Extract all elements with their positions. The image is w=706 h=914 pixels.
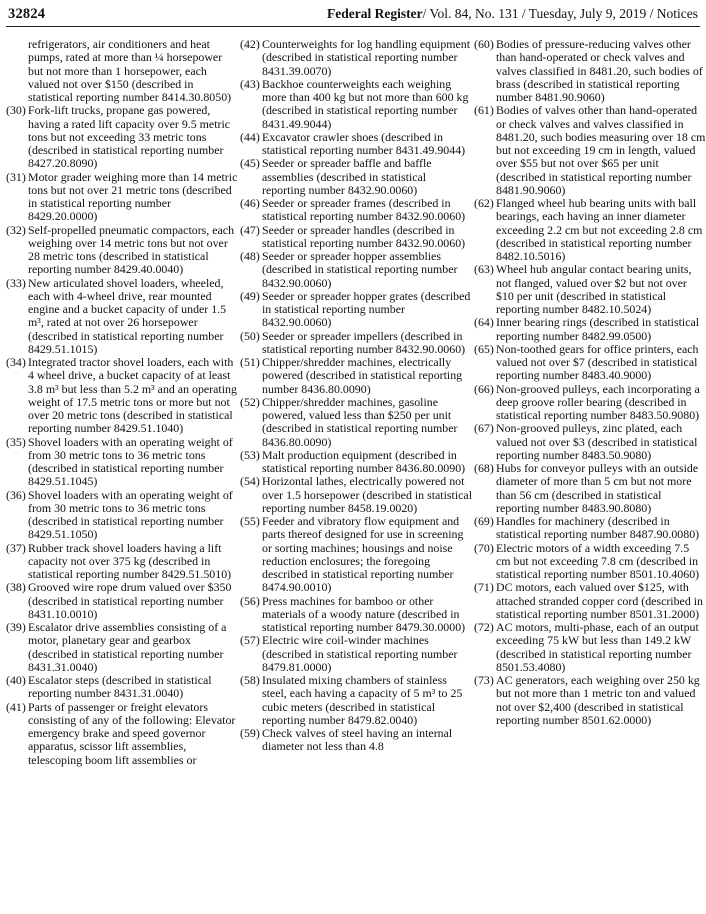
issue-details: / Vol. 84, No. 131 / Tuesday, July 9, 2019 / Notices <box>422 6 698 21</box>
list-item <box>240 396 472 449</box>
item-number: (45) <box>240 156 260 171</box>
item-text: Integrated tractor shovel loaders, each with 4 wheel drive, a bucket capacity of at least 3.8 m³ but less than 5.2 m³ and an operating weight of 17.5 metric tons or more but not over 20 metric tons (described in statistical reporting number 8429.51.1040) <box>28 355 237 436</box>
item-number: (61) <box>474 103 494 118</box>
item-number: (50) <box>240 328 260 343</box>
list-item <box>240 515 472 595</box>
item-text: Inner bearing rings (described in statistical reporting number 8482.99.0500) <box>496 315 700 343</box>
list-item <box>240 595 472 635</box>
item-number: (58) <box>240 673 260 687</box>
item-number: (52) <box>240 394 260 409</box>
item-number: (33) <box>6 275 26 290</box>
list-item <box>240 449 472 476</box>
item-number: (51) <box>240 355 260 369</box>
item-number: (73) <box>474 673 494 687</box>
list-item <box>6 489 238 542</box>
list-item <box>240 131 472 158</box>
item-text: AC generators, each weighing over 250 kg but not more than 1 metric ton and valued not over $2,400 (described in statistical reporting number 8501.62.0000) <box>496 673 700 727</box>
item-text: Chipper/shredder machines, gasoline powered, valued less than $250 per unit (described in statistical reporting number 8436.80.0090) <box>262 394 458 449</box>
item-text: Horizontal lathes, electrically powered not over 1.5 horsepower (described in statistical reporting number 8458.19.0020) <box>262 474 473 515</box>
list-item <box>6 581 238 621</box>
item-number: (59) <box>240 726 260 740</box>
list-item <box>6 224 238 277</box>
item-number: (46) <box>240 196 260 210</box>
list-item <box>6 621 238 674</box>
list-item <box>474 343 706 383</box>
item-text: Seeder or spreader impellers (described in statistical reporting number 8432.90.0060) <box>262 328 466 356</box>
list-item <box>474 581 706 621</box>
column-2 <box>240 38 472 754</box>
item-number: (70) <box>474 540 494 555</box>
list-item <box>474 383 706 423</box>
item-text: Seeder or spreader frames (described in statistical reporting number 8432.90.0060) <box>262 196 466 224</box>
item-text: Press machines for bamboo or other materials of a woody nature (described in statistical reporting number 8479.30.0000) <box>262 593 466 634</box>
item-number: (66) <box>474 381 494 396</box>
item-text: Self-propelled pneumatic compactors, each weighing over 14 metric tons but not over 28 metric tons (described in statistical reporting number 8429.40.0040) <box>28 222 235 277</box>
item-number: (38) <box>6 580 26 595</box>
column-3 <box>474 38 706 727</box>
item-text: New articulated shovel loaders, wheeled, each with 4-wheel drive, rear mounted engine and a bucket capacity of under 1.5 m³, rated at not over 26 horsepower (described in statistical reporting number 8429.51.1015) <box>28 275 227 356</box>
list-item <box>474 104 706 197</box>
item-text: Insulated mixing chambers of stainless steel, each having a capacity of 5 m³ to 25 cubic meters (described in statistical reporting number 8479.82.0040) <box>262 673 463 727</box>
page-header <box>6 4 700 27</box>
column-1 <box>6 38 238 767</box>
list-item <box>6 277 238 357</box>
list-item <box>474 263 706 316</box>
item-number: (48) <box>240 249 260 263</box>
item-number: (64) <box>474 315 494 330</box>
item-number: (31) <box>6 169 26 184</box>
item-text: Escalator steps (described in statistical reporting number 8431.31.0040) <box>28 673 212 701</box>
list-item <box>474 674 706 727</box>
list-item <box>6 38 238 104</box>
item-text: Seeder or spreader handles (described in statistical reporting number 8432.90.0060) <box>262 222 466 250</box>
list-item <box>474 422 706 462</box>
item-text: Shovel loaders with an operating weight of from 30 metric tons to 36 metric tons (described in statistical reporting number 8429.51.1045) <box>28 434 233 489</box>
item-number: (43) <box>240 76 260 91</box>
publication-name: Federal Register <box>327 6 423 21</box>
item-number: (39) <box>6 620 26 634</box>
list-item <box>240 356 472 396</box>
item-number: (56) <box>240 593 260 608</box>
item-number: (32) <box>6 222 26 237</box>
item-number: (41) <box>6 699 26 714</box>
list-item <box>474 316 706 343</box>
item-number: (40) <box>6 673 26 687</box>
list-item <box>474 515 706 542</box>
list-item <box>474 542 706 582</box>
item-text: Feeder and vibratory flow equipment and parts thereof designed for use in screening or sorting machines; housings and noise reduction enclosures; the foregoing described in statistical reporting number 8474.90.0010) <box>262 514 464 595</box>
item-number: (37) <box>6 540 26 555</box>
item-number: (54) <box>240 474 260 489</box>
list-item <box>6 356 238 436</box>
list-item <box>240 250 472 290</box>
list-item <box>6 104 238 170</box>
item-text: Fork-lift trucks, propane gas powered, having a rated lift capacity over 9.5 metric tons but not exceeding 33 metric tons (described in statistical reporting number 8427.20.8090) <box>28 103 231 171</box>
list-item <box>240 475 472 515</box>
item-number: (53) <box>240 447 260 462</box>
item-text: Hubs for conveyor pulleys with an outside diameter of more than 5 cm but not more than 56 cm (described in statistical reporting number 8483.90.8080) <box>496 461 699 515</box>
list-item <box>474 38 706 104</box>
list-item <box>240 78 472 131</box>
item-number: (72) <box>474 620 494 634</box>
item-text: Excavator crawler shoes (described in statistical reporting number 8431.49.9044) <box>262 129 466 157</box>
item-text: Non-toothed gears for office printers, each valued not over $7 (described in statistical reporting number 8483.40.9000) <box>496 341 699 383</box>
item-text: Grooved wire rope drum valued over $350 (described in statistical reporting number 8431.10.0010) <box>28 580 232 621</box>
item-text: Seeder or spreader hopper grates (described in statistical reporting number 8432.90.0060) <box>262 288 471 330</box>
list-item <box>240 330 472 357</box>
item-text: Counterweights for log handling equipment (described in statistical reporting number 8431.39.0070) <box>262 37 471 78</box>
item-text: Escalator drive assemblies consisting of a motor, planetary gear and gearbox (described in statistical reporting number 8431.31.0040) <box>28 620 227 674</box>
list-item <box>240 634 472 674</box>
item-number: (36) <box>6 487 26 502</box>
item-number: (60) <box>474 37 494 51</box>
list-item <box>240 674 472 727</box>
list-item <box>474 462 706 515</box>
item-text: DC motors, each valued over $125, with attached stranded copper cord (described in statistical reporting number 8501.31.2000) <box>496 580 704 621</box>
item-text: Shovel loaders with an operating weight of from 30 metric tons to 36 metric tons (described in statistical reporting number 8429.51.1050) <box>28 487 233 542</box>
item-number: (35) <box>6 434 26 449</box>
item-number: (62) <box>474 196 494 210</box>
item-text: Rubber track shovel loaders having a lift capacity not over 375 kg (described in statistical reporting number 8429.51.5010) <box>28 540 232 581</box>
list-item <box>6 171 238 224</box>
item-number: (69) <box>474 514 494 528</box>
page-number: 32824 <box>8 6 46 22</box>
item-number: (30) <box>6 103 26 118</box>
item-text: Chipper/shredder machines, electrically powered (described in statistical reporting number 8436.80.0090) <box>262 355 463 396</box>
item-number: (34) <box>6 355 26 369</box>
item-text: Bodies of pressure-reducing valves other than hand-operated or check valves and valves classified in 8481.20, such bodies of brass (described in statistical reporting number 8481.90.9060) <box>496 37 703 104</box>
list-item <box>240 727 472 754</box>
item-text: Motor grader weighing more than 14 metric tons but not over 21 metric tons (described in statistical reporting number 8429.20.0000) <box>28 169 238 224</box>
item-number: (42) <box>240 37 260 51</box>
item-text: Flanged wheel hub bearing units with ball bearings, each having an inner diameter exceeding 2.2 cm but not exceeding 2.8 cm (described in statistical reporting number 8482.10.5016) <box>496 196 703 263</box>
list-item <box>240 157 472 197</box>
item-text: Non-grooved pulleys, zinc plated, each valued not over $3 (described in statistical reporting number 8483.50.9080) <box>496 421 698 462</box>
item-text: Seeder or spreader hopper assemblies (described in statistical reporting number 8432.90.0060) <box>262 249 458 290</box>
item-text: Seeder or spreader baffle and baffle assemblies (described in statistical reporting number 8432.90.0060) <box>262 156 432 197</box>
item-text: Check valves of steel having an internal diameter not less than 4.8 <box>262 726 453 754</box>
item-number: (65) <box>474 341 494 356</box>
item-text: Wheel hub angular contact bearing units, not flanged, valued over $2 but not over $10 per unit (described in statistical reporting number 8482.10.5024) <box>496 262 692 316</box>
list-item <box>6 674 238 701</box>
list-item <box>6 701 238 767</box>
item-text: AC motors, multi-phase, each of an output exceeding 75 kW but less than 149.2 kW (described in statistical reporting number 8501.53.4080) <box>496 620 699 674</box>
item-text: refrigerators, air conditioners and heat pumps, rated at more than ¼ horsepower but not more than 1 horsepower, each valued not over $150 (described in statistical reporting number 8414.30.8050) <box>28 37 232 104</box>
masthead <box>327 6 698 22</box>
item-number: (67) <box>474 421 494 436</box>
item-text: Malt production equipment (described in statistical reporting number 8436.80.0090) <box>262 447 466 475</box>
item-number: (63) <box>474 262 494 277</box>
list-item <box>240 197 472 224</box>
item-text: Electric wire coil-winder machines (described in statistical reporting number 8479.81.0000) <box>262 633 458 674</box>
list-item <box>240 38 472 78</box>
list-item <box>240 224 472 251</box>
item-text: Parts of passenger or freight elevators consisting of any of the following: Elevator emergency brake and speed governor apparatus, scissor lift assemblies, telescoping boom lift assemblies or <box>28 699 236 767</box>
list-item <box>240 290 472 330</box>
list-item <box>474 621 706 674</box>
item-number: (55) <box>240 514 260 528</box>
item-number: (71) <box>474 580 494 595</box>
item-text: Electric motors of a width exceeding 7.5 cm but not exceeding 7.8 cm (described in statistical reporting number 8501.10.4060) <box>496 540 700 581</box>
item-number: (49) <box>240 288 260 303</box>
list-item <box>6 542 238 582</box>
item-number: (57) <box>240 633 260 648</box>
item-number: (44) <box>240 129 260 144</box>
list-item <box>474 197 706 263</box>
item-text: Handles for machinery (described in statistical reporting number 8487.90.0080) <box>496 514 700 542</box>
item-number: (68) <box>474 461 494 475</box>
item-text: Backhoe counterweights each weighing more than 400 kg but not more than 600 kg (described in statistical reporting number 8431.49.9044) <box>262 76 469 131</box>
item-text: Bodies of valves other than hand-operated or check valves and valves classified in 8481.20, such bodies measuring over 18 cm but not exceeding 19 cm in length, valued over $55 but not over $65 per unit (described in statistical reporting number 8481.90.9060) <box>496 103 706 197</box>
item-number: (47) <box>240 222 260 237</box>
list-item <box>6 436 238 489</box>
item-text: Non-grooved pulleys, each incorporating a deep groove roller bearing (described in statistical reporting number 8483.50.9080) <box>496 381 700 422</box>
